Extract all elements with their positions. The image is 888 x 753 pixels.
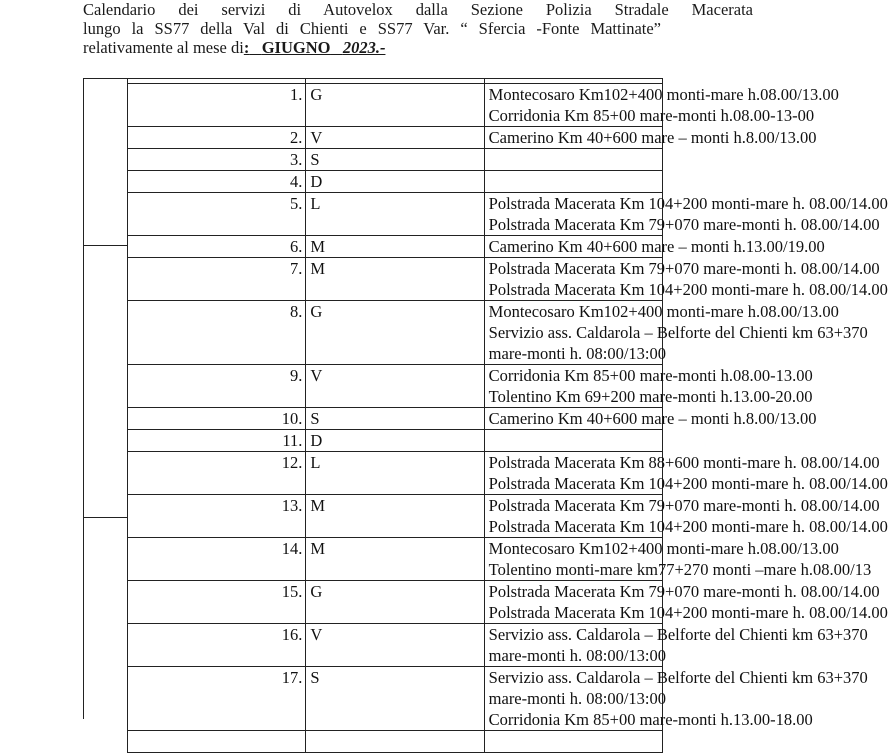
day-letter: V <box>306 365 484 408</box>
day-services <box>484 236 825 258</box>
day-services <box>484 495 888 538</box>
service-entry: Polstrada Macerata Km 104+200 monti-mare h. 08.00/14.00 <box>488 474 888 493</box>
day-number: 5. <box>128 193 306 236</box>
day-number: 15. <box>128 581 306 624</box>
service-entry: Corridonia Km 85+00 mare-monti h.08.00-13.00 <box>488 366 813 385</box>
day-letter: S <box>306 408 484 430</box>
header-line-1: Calendario dei servizi di Autovelox dalla Sezione Polizia Stradale Macerata <box>83 0 753 19</box>
service-entry: Polstrada Macerata Km 104+200 monti-mare h. 08.00/14.00 <box>488 194 888 213</box>
day-number: 16. <box>128 624 306 667</box>
day-letter: M <box>306 538 484 581</box>
day-number: 8. <box>128 301 306 365</box>
service-entry: Servizio ass. Caldarola – Belforte del Chienti km 63+370 <box>488 625 868 644</box>
service-entry: mare-monti h. 08:00/13:00 <box>488 344 667 363</box>
day-number: 11. <box>128 430 306 452</box>
day-letter: D <box>306 171 484 193</box>
day-services <box>484 193 888 236</box>
day-letter: G <box>306 301 484 365</box>
day-row <box>128 258 663 301</box>
day-row <box>128 731 663 753</box>
day-services <box>484 408 817 430</box>
day-services <box>484 452 888 495</box>
day-letter: V <box>306 624 484 667</box>
day-row <box>128 538 663 581</box>
day-services <box>484 84 839 127</box>
day-letter: D <box>306 430 484 452</box>
day-row <box>128 193 663 236</box>
day-number: 10. <box>128 408 306 430</box>
day-letter: S <box>306 667 484 731</box>
day-letter: G <box>306 84 484 127</box>
day-services <box>484 127 817 149</box>
day-number: 1. <box>128 84 306 127</box>
day-row <box>128 452 663 495</box>
day-letter: V <box>306 127 484 149</box>
day-services <box>484 301 868 365</box>
day-number: 3. <box>128 149 306 171</box>
header-line-3-colon: : <box>243 38 250 57</box>
day-row <box>128 171 663 193</box>
service-entry: Servizio ass. Caldarola – Belforte del Chienti km 63+370 <box>488 323 868 342</box>
service-entry: Corridonia Km 85+00 mare-monti h.13.00-18.00 <box>488 710 813 729</box>
day-letter: M <box>306 495 484 538</box>
day-number: 13. <box>128 495 306 538</box>
day-letter: M <box>306 236 484 258</box>
week-divider <box>83 245 127 246</box>
day-services <box>484 171 662 193</box>
day-letter: S <box>306 149 484 171</box>
day-letter: G <box>306 581 484 624</box>
service-entry: Tolentino Km 69+200 mare-monti h.13.00-20.00 <box>488 387 813 406</box>
service-entry: Polstrada Macerata Km 104+200 monti-mare h. 08.00/14.00 <box>488 280 888 299</box>
day-services <box>484 538 872 581</box>
day-services <box>484 365 813 408</box>
day-number: 2. <box>128 127 306 149</box>
year-label: 2023.- <box>342 38 386 57</box>
day-services <box>484 258 888 301</box>
week-divider <box>83 517 127 518</box>
day-row <box>128 236 663 258</box>
day-row <box>128 127 663 149</box>
service-entry: Polstrada Macerata Km 79+070 mare-monti h. 08.00/14.00 <box>488 215 880 234</box>
day-row <box>128 667 663 731</box>
service-entry: Camerino Km 40+600 mare – monti h.13.00/19.00 <box>488 237 825 256</box>
day-row <box>128 301 663 365</box>
service-entry: Polstrada Macerata Km 79+070 mare-monti h. 08.00/14.00 <box>488 582 880 601</box>
day-letter: M <box>306 258 484 301</box>
service-entry: Polstrada Macerata Km 79+070 mare-monti h. 08.00/14.00 <box>488 496 880 515</box>
day-letter: L <box>306 193 484 236</box>
month-label: GIUGNO <box>261 38 331 57</box>
service-entry: Polstrada Macerata Km 104+200 monti-mare h. 08.00/14.00 <box>488 517 888 536</box>
day-services <box>484 581 888 624</box>
header-line-2: lungo la SS77 della Val di Chienti e SS77 Var. “ Sfercia -Fonte Mattinate” <box>83 19 661 38</box>
service-entry: Montecosaro Km102+400 monti-mare h.08.00/13.00 <box>488 539 839 558</box>
service-entry: mare-monti h. 08:00/13:00 <box>488 689 667 708</box>
day-number: 12. <box>128 452 306 495</box>
day-row <box>128 495 663 538</box>
day-number: 7. <box>128 258 306 301</box>
day-number: 6. <box>128 236 306 258</box>
service-entry: Servizio ass. Caldarola – Belforte del Chienti km 63+370 <box>488 668 868 687</box>
day-number: 17. <box>128 667 306 731</box>
day-row <box>128 149 663 171</box>
header-line-3-prefix: relativamente al mese di <box>83 38 244 57</box>
calendar-table <box>127 78 888 753</box>
day-row <box>128 365 663 408</box>
service-entry: Montecosaro Km102+400 monti-mare h.08.00/13.00 <box>488 85 839 104</box>
day-services <box>484 667 868 731</box>
document-header <box>83 0 753 57</box>
service-entry: Polstrada Macerata Km 88+600 monti-mare h. 08.00/14.00 <box>488 453 880 472</box>
service-entry: Camerino Km 40+600 mare – monti h.8.00/13.00 <box>488 409 817 428</box>
service-entry: Camerino Km 40+600 mare – monti h.8.00/13.00 <box>488 128 817 147</box>
day-row <box>128 624 663 667</box>
day-services <box>484 624 868 667</box>
day-number <box>128 731 306 753</box>
day-number: 4. <box>128 171 306 193</box>
day-row <box>128 84 663 127</box>
day-row <box>128 430 663 452</box>
service-entry: mare-monti h. 08:00/13:00 <box>488 646 667 665</box>
day-number: 14. <box>128 538 306 581</box>
day-services <box>484 149 662 171</box>
day-letter: L <box>306 452 484 495</box>
day-letter <box>306 731 484 753</box>
header-line-3 <box>83 38 753 57</box>
service-entry: Montecosaro Km102+400 monti-mare h.08.00/13.00 <box>488 302 839 321</box>
day-row <box>128 408 663 430</box>
day-services <box>484 731 662 753</box>
day-number: 9. <box>128 365 306 408</box>
service-entry: Polstrada Macerata Km 104+200 monti-mare h. 08.00/14.00 <box>488 603 888 622</box>
day-services <box>484 430 662 452</box>
service-entry: Tolentino monti-mare km77+270 monti –mare h.08.00/13 <box>488 560 872 579</box>
service-entry: Corridonia Km 85+00 mare-monti h.08.00-13-00 <box>488 106 815 125</box>
day-row <box>128 581 663 624</box>
service-entry: Polstrada Macerata Km 79+070 mare-monti h. 08.00/14.00 <box>488 259 880 278</box>
